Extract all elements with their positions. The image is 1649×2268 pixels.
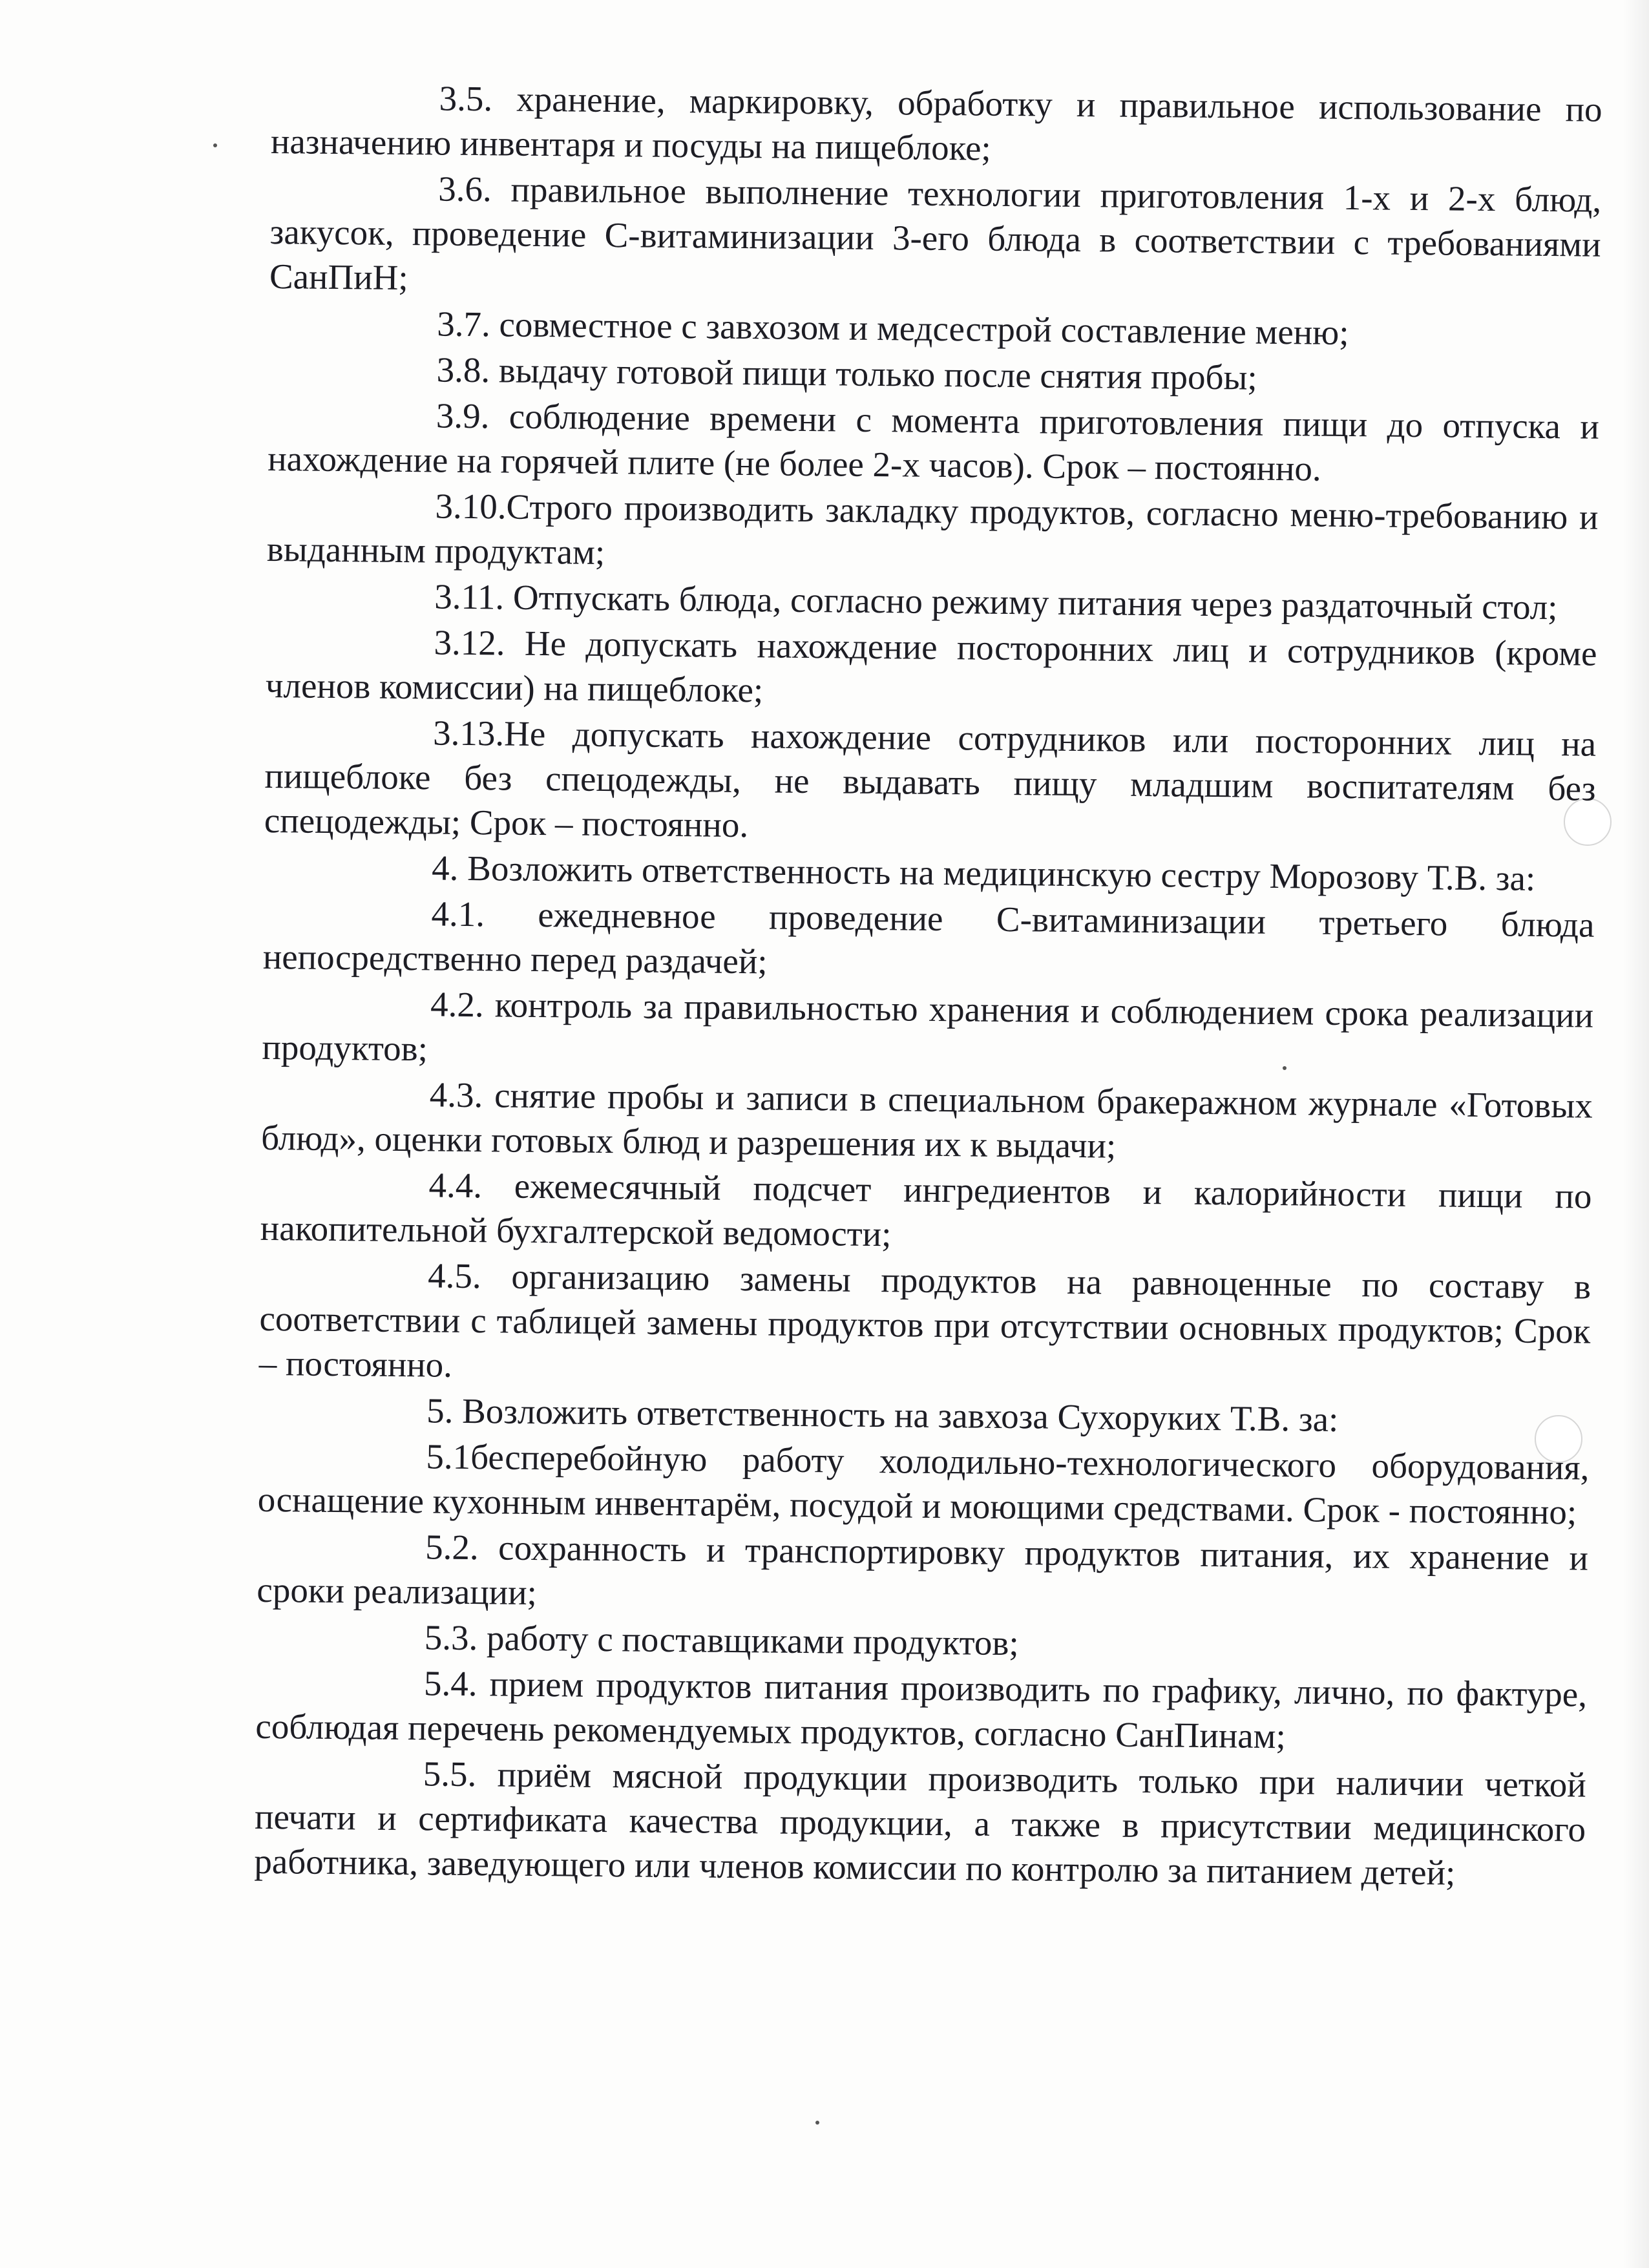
paragraph-3-6: 3.6. правильное выполнение технологии приготовления 1-х и 2-х блюд, закусок, проведение С-витаминизации 3-его блюда в соответствии с требованиями СанПиН;	[269, 169, 1602, 298]
paragraph-4-5: 4.5. организацию замены продуктов на равноценные по составу в соответствии с таблицей замены продуктов при отсутствии основных продуктов; Срок – постоянно.	[258, 1255, 1591, 1385]
paragraph-5: 5. Возложить ответственность на завхоза Сухоруких Т.В. за:	[426, 1391, 1339, 1439]
scan-speck	[213, 143, 217, 147]
paragraph-5-5: 5.5. приём мясной продукции производить только при наличии четкой печати и сертификата качества продукции, а также в присутствии медицинского работника, заведующего или членов комиссии по контролю за питанием детей;	[254, 1754, 1586, 1893]
paragraph-3-10: 3.10.Строго производить закладку продуктов, согласно меню-требованию и выданным продуктам;	[266, 486, 1599, 572]
paragraph-5-2: 5.2. сохранность и транспортировку продуктов питания, их хранение и сроки реализации;	[257, 1527, 1589, 1613]
paragraph-3-5: 3.5. хранение, маркировку, обработку и правильное использование по назначению инвентаря и посуды на пищеблоке;	[270, 78, 1602, 168]
paragraph-3-9: 3.9. соблюдение времени с момента приготовления пищи до отпуска и нахождение на горячей плите (не более 2-х часов). Срок – постоянно.	[268, 395, 1600, 488]
paragraph-4-4: 4.4. ежемесячный подсчет ингредиентов и калорийности пищи по накопительной бухгалтерской ведомости;	[260, 1165, 1592, 1254]
paragraph-3-11: 3.11. Отпускать блюда, согласно режиму питания через раздаточный стол;	[434, 576, 1558, 627]
paragraph-4: 4. Возложить ответственность на медицинскую сестру Морозову Т.В. за:	[431, 848, 1536, 898]
paragraph-5-3: 5.3. работу с поставщиками продуктов;	[424, 1617, 1019, 1663]
paragraph-4-3: 4.3. снятие пробы и записи в специальном бракеражном журнале «Готовых блюд», оценки готовых блюд и разрешения их к выдачи;	[260, 1075, 1593, 1166]
scan-edge-shadow	[1623, 0, 1649, 2268]
scan-speck	[815, 2121, 819, 2125]
paragraph-3-7: 3.7. совместное с завхозом и медсестрой составление меню;	[437, 304, 1349, 353]
document-body	[254, 74, 1602, 1898]
paragraph-4-2: 4.2. контроль за правильностью хранения и соблюдением срока реализации продуктов;	[262, 984, 1594, 1069]
paragraph-4-1: 4.1. ежедневное проведение С-витаминизации третьего блюда непосредственно перед раздачей;	[262, 894, 1595, 982]
paragraph-5-1: 5.1бесперебойную работу холодильно-технологического оборудования, оснащение кухонным инвентарём, посудой и моющими средствами. Срок - постоянно;	[257, 1436, 1590, 1532]
paragraph-5-4: 5.4. прием продуктов питания производить по графику, лично, по фактуре, соблюдая перечень рекомендуемых продуктов, согласно СанПинам;	[255, 1663, 1588, 1756]
paragraph-3-13: 3.13.Не допускать нахождение сотрудников или посторонних лиц на пищеблоке без спецодежды, не выдавать пищу младшим воспитателям без спецодежды; Срок – постоянно.	[264, 713, 1597, 845]
paragraph-3-12: 3.12. Не допускать нахождение посторонних лиц и сотрудников (кроме членов комиссии) на пищеблоке;	[265, 622, 1597, 710]
paragraph-3-8: 3.8. выдачу готовой пищи только после снятия пробы;	[436, 350, 1258, 397]
